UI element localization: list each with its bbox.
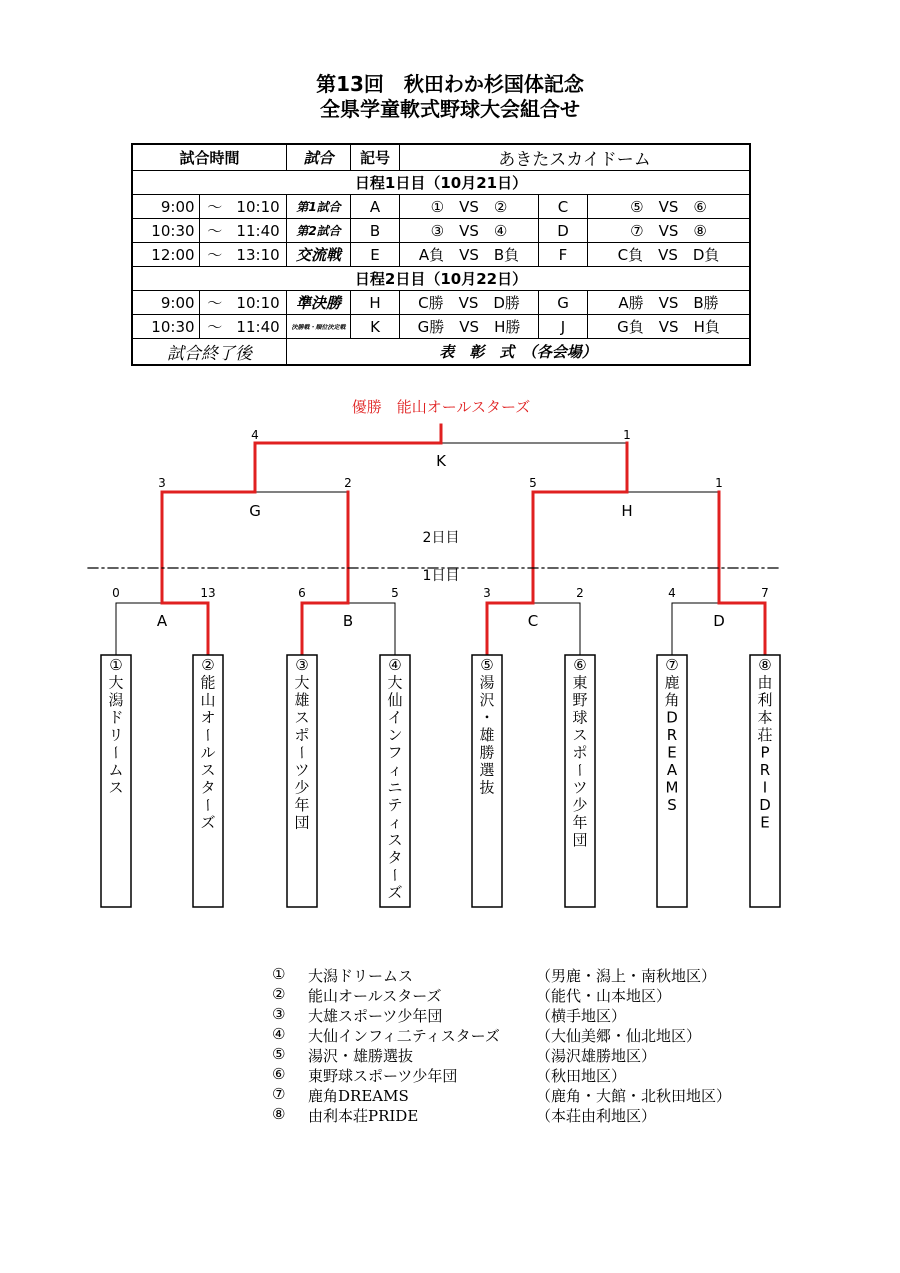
team-number: ③	[295, 656, 309, 674]
team-name-char: ス	[387, 831, 403, 849]
team-name-char: R	[759, 761, 771, 779]
team-name-char: 雄	[294, 691, 310, 709]
team-name-char: ス	[200, 761, 216, 779]
team-name-char: 角	[664, 691, 680, 709]
team-name-char: タ	[200, 778, 216, 797]
team-name-char: ス	[108, 778, 124, 797]
after-label: 試合終了後	[132, 339, 287, 366]
team-name-char: 潟	[108, 691, 124, 709]
champion-label: 優勝 能山オールスターズ	[351, 398, 531, 416]
legend-num: ⑧	[272, 1105, 286, 1123]
team-name-char: ・	[479, 708, 495, 727]
game-1: C勝 VS D勝	[400, 291, 539, 315]
team-name-char: 鹿	[664, 673, 680, 692]
team-name-char: E	[667, 743, 677, 762]
game-1: G勝 VS H勝	[400, 315, 539, 339]
team-name-char: ー	[386, 867, 404, 883]
header-match: 試合	[287, 144, 351, 171]
score-label: 5	[529, 476, 537, 490]
game-2: ⑦ VS ⑧	[588, 219, 751, 243]
team-name-char: 山	[200, 691, 216, 709]
team-name-char: ー	[571, 762, 589, 778]
match-label: 準決勝	[287, 291, 351, 315]
team-number: ⑥	[573, 656, 587, 674]
team-name-char: ツ	[294, 761, 310, 779]
team-number: ②	[201, 656, 215, 674]
legend-team: 湯沢・雄勝選抜	[308, 1047, 414, 1065]
legend-row	[272, 1045, 752, 1065]
time-start: 9:00	[132, 291, 199, 315]
team-name-char: 由	[757, 673, 773, 692]
game-2: C負 VS D負	[588, 243, 751, 267]
team-number: ⑦	[665, 656, 679, 674]
match-code: D	[713, 612, 725, 630]
code-2: G	[539, 291, 588, 315]
time-tilde: ～	[199, 315, 230, 339]
time-start: 12:00	[132, 243, 199, 267]
team-name-char: 沢	[479, 691, 495, 709]
time-end: 10:10	[230, 291, 286, 315]
game-1: ① VS ②	[400, 195, 539, 219]
legend-row	[272, 965, 752, 985]
team-name-char: ス	[572, 726, 588, 744]
page-title-line2: 全県学童軟式野球大会組合せ	[320, 97, 580, 121]
team-name-char: 年	[572, 813, 588, 832]
team-name-char: M	[665, 778, 679, 797]
legend-row	[272, 1005, 752, 1025]
match-code: K	[436, 452, 446, 470]
day2-label: 2日目	[422, 530, 460, 546]
code-1: B	[351, 219, 400, 243]
code-2: C	[539, 195, 588, 219]
team-name-char: 野	[572, 691, 588, 709]
legend-num: ②	[272, 985, 286, 1003]
match-label: 第2試合	[287, 219, 351, 243]
legend-region: （秋田地区）	[536, 1067, 627, 1085]
code-1: E	[351, 243, 400, 267]
code-1: A	[351, 195, 400, 219]
match-label: 決勝戦・順位決定戦	[287, 315, 351, 339]
team-name-char: D	[666, 708, 678, 727]
team-name-char: ィ	[387, 813, 403, 832]
legend-region: （湯沢雄勝地区）	[536, 1047, 657, 1065]
time-end: 11:40	[230, 315, 286, 339]
team-number: ④	[388, 656, 402, 674]
legend-region: （横手地区）	[536, 1007, 627, 1025]
team-name-char: 利	[757, 691, 773, 709]
match-code: H	[621, 502, 633, 520]
code-2: F	[539, 243, 588, 267]
team-name-char: 東	[572, 673, 588, 692]
team-number: ⑤	[480, 656, 494, 674]
match-code: B	[342, 612, 354, 630]
team-name-char: ツ	[572, 778, 588, 797]
legend-row	[272, 1085, 752, 1105]
score-label: 2	[344, 476, 352, 490]
team-name-char: R	[666, 726, 678, 744]
legend-num: ⑦	[272, 1085, 286, 1103]
team-name-char: ー	[199, 797, 217, 813]
team-name-char: A	[666, 761, 678, 779]
page-title-line1: 第13回 秋田わか杉国体記念	[316, 72, 584, 96]
team-name-char: 年	[294, 796, 310, 814]
match-code: G	[249, 502, 261, 520]
score-label: 13	[200, 586, 216, 600]
time-tilde: ～	[199, 243, 230, 267]
team-name-char: ー	[293, 744, 311, 761]
ceremony-label: 表 彰 式 （各会場）	[287, 339, 751, 366]
legend-num: ③	[272, 1005, 286, 1023]
team-name-char: ル	[200, 743, 216, 762]
day1-label: 1日目	[422, 568, 460, 584]
code-2: D	[539, 219, 588, 243]
match-code: A	[156, 612, 168, 630]
score-label: 1	[715, 476, 723, 490]
legend-row	[272, 1025, 752, 1045]
team-name-char: テ	[387, 796, 403, 814]
time-tilde: ～	[199, 291, 230, 315]
team-name-char: ド	[108, 708, 124, 727]
team-name-char: ー	[107, 744, 125, 761]
team-name-char: ポ	[294, 726, 310, 744]
legend-row	[272, 1105, 752, 1125]
day1-label: 日程1日目（10月21日）	[132, 171, 750, 195]
team-name-char: ン	[387, 726, 403, 744]
team-name-char: S	[667, 796, 677, 814]
team-name-char: 雄	[479, 726, 495, 744]
team-name-char: D	[759, 796, 771, 814]
score-label: 0	[112, 586, 120, 600]
team-name-char: ス	[294, 708, 310, 727]
team-name-char: 大	[108, 673, 124, 692]
team-name-char: ー	[199, 727, 217, 743]
time-end: 11:40	[230, 219, 286, 243]
code-1: K	[351, 315, 400, 339]
match-label: 第1試合	[287, 195, 351, 219]
score-label: 2	[576, 586, 584, 600]
team-name-char: 仙	[387, 691, 403, 709]
team-name-char: 大	[387, 673, 403, 692]
code-1: H	[351, 291, 400, 315]
team-name-char: 荘	[757, 726, 773, 744]
team-name-char: 勝	[479, 743, 495, 762]
team-name-char: E	[760, 813, 770, 832]
time-tilde: ～	[199, 195, 230, 219]
score-label: 1	[623, 428, 631, 442]
match-label: 交流戦	[287, 243, 351, 267]
legend-region: （本荘由利地区）	[536, 1107, 657, 1125]
team-name-char: タ	[387, 848, 403, 867]
match-code: C	[527, 612, 539, 630]
legend-team: 東野球スポーツ少年団	[308, 1067, 458, 1085]
score-label: 4	[668, 586, 676, 600]
team-name-char: 湯	[479, 673, 495, 692]
time-start: 10:30	[132, 315, 199, 339]
team-name-char: オ	[200, 708, 216, 727]
team-name-char: 団	[294, 813, 310, 832]
legend-team: 由利本荘PRIDE	[308, 1107, 419, 1125]
team-number: ①	[109, 656, 123, 674]
time-start: 9:00	[132, 195, 199, 219]
legend-team: 大仙インフィ二ティスターズ	[308, 1027, 500, 1045]
game-2: ⑤ VS ⑥	[588, 195, 751, 219]
header-time: 試合時間	[132, 144, 287, 171]
header-venue: あきたスカイドーム	[400, 144, 751, 171]
team-name-char: 本	[757, 708, 773, 727]
score-label: 7	[761, 586, 769, 600]
team-name-char: ム	[108, 761, 124, 779]
legend-team: 能山オールスターズ	[308, 987, 442, 1005]
score-label: 3	[158, 476, 166, 490]
time-end: 13:10	[230, 243, 286, 267]
score-label: 5	[391, 586, 399, 600]
team-name-char: I	[762, 778, 768, 797]
legend-team: 鹿角DREAMS	[308, 1087, 409, 1105]
game-2: G負 VS H負	[588, 315, 751, 339]
legend-region: （能代・山本地区）	[536, 987, 672, 1005]
time-end: 10:10	[230, 195, 286, 219]
team-name-char: ズ	[387, 883, 403, 902]
legend-num: ⑥	[272, 1065, 286, 1083]
legend-region: （大仙美郷・仙北地区）	[536, 1027, 702, 1045]
team-name-char: 選	[479, 761, 495, 779]
team-name-char: ズ	[200, 813, 216, 832]
score-label: 4	[251, 428, 259, 442]
time-tilde: ～	[199, 219, 230, 243]
legend-team: 大雄スポーツ少年団	[308, 1007, 443, 1025]
team-legend	[272, 965, 752, 1125]
team-name-char: ポ	[572, 743, 588, 762]
time-start: 10:30	[132, 219, 199, 243]
team-name-char: 少	[572, 796, 588, 814]
legend-num: ⑤	[272, 1045, 286, 1063]
legend-region: （鹿角・大館・北秋田地区）	[536, 1087, 732, 1105]
legend-num: ④	[272, 1025, 286, 1043]
team-name-char: 球	[572, 708, 588, 727]
team-name-char: フ	[387, 743, 403, 762]
team-name-char: 抜	[479, 778, 495, 797]
legend-region: （男鹿・潟上・南秋地区）	[536, 967, 717, 985]
team-name-char: イ	[387, 708, 403, 727]
legend-num: ①	[272, 965, 286, 983]
team-name-char: 団	[572, 831, 588, 849]
team-name-char: 少	[294, 778, 310, 797]
code-2: J	[539, 315, 588, 339]
day2-label: 日程2日目（10月22日）	[132, 267, 750, 291]
game-1: A負 VS B負	[400, 243, 539, 267]
team-name-char: 大	[294, 673, 310, 692]
score-label: 3	[483, 586, 491, 600]
team-name-char: リ	[108, 726, 124, 744]
team-number: ⑧	[758, 656, 772, 674]
game-2: A勝 VS B勝	[588, 291, 751, 315]
game-1: ③ VS ④	[400, 219, 539, 243]
team-name-char: ィ	[387, 761, 403, 779]
team-name-char: P	[760, 743, 770, 762]
header-code: 記号	[351, 144, 400, 171]
team-name-char: 能	[200, 673, 216, 692]
score-label: 6	[298, 586, 306, 600]
team-name-char: ニ	[387, 778, 403, 797]
legend-team: 大潟ドリームス	[308, 967, 414, 985]
legend-row	[272, 1065, 752, 1085]
legend-row	[272, 985, 752, 1005]
